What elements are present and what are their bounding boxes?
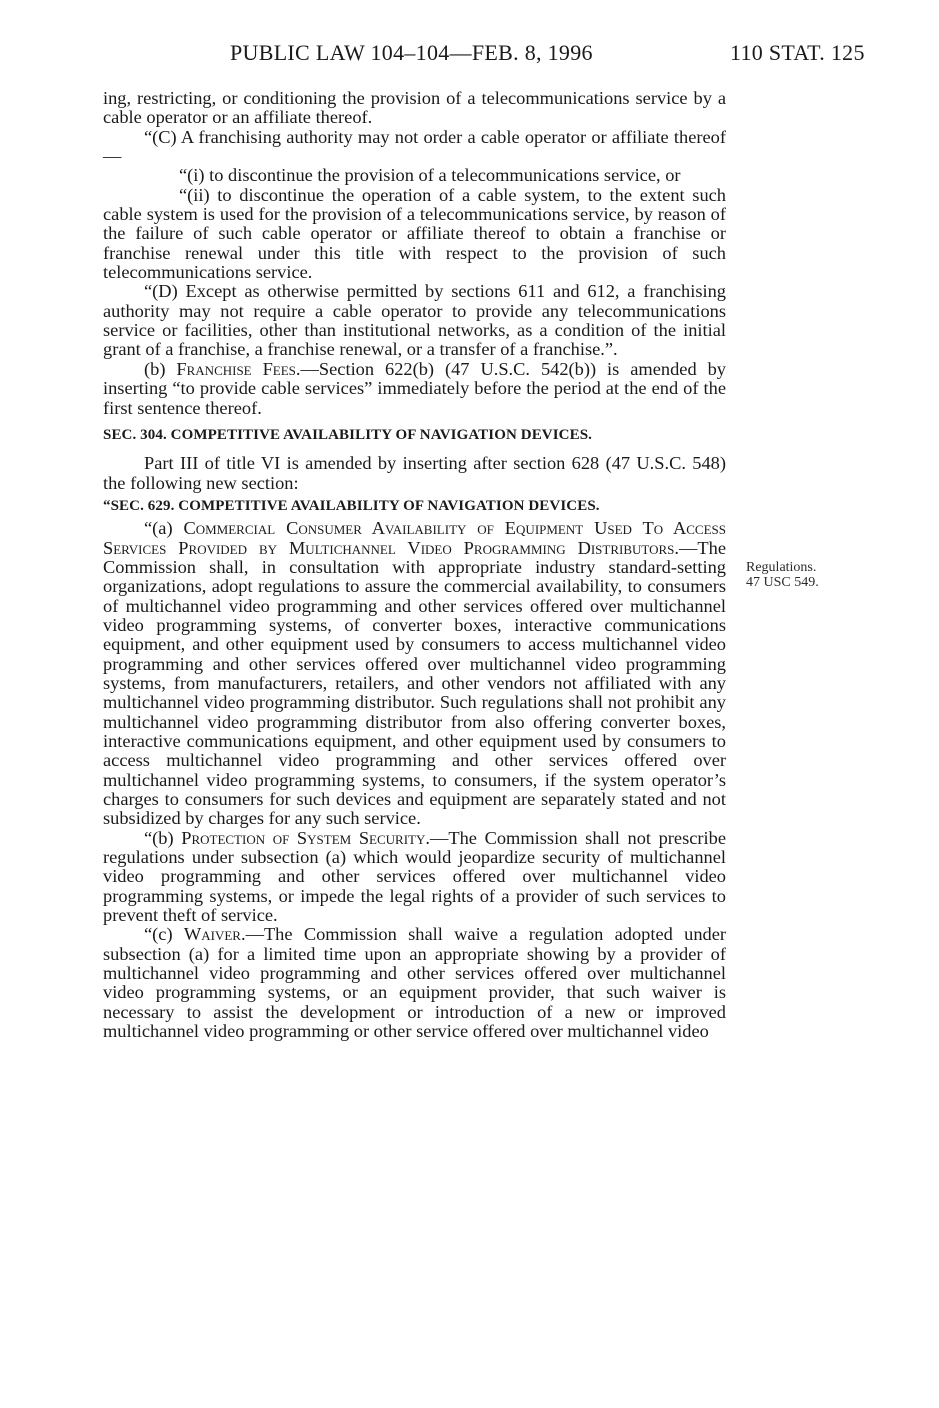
subsection-a-caption: Commercial Consumer Availability of Equipment Used To Access Services Provided by Multichannel Video Programming Distributors.: [103, 518, 726, 558]
subsection-a-text: —The Commission shall, in consultation with appropriate industry standard-setting organizations, adopt regulations to assure the commercial availability, to consumers of multichannel video programming and other services offered over multichannel video programming systems, of converter boxes, interactive communications equipment, and other equipment used by consumers to access multichannel video programming and other services offered over multichannel video programming systems, from manufacturers, retailers, and other vendors not affiliated with any multichannel video programming distributor. Such regulations shall not prohibit any multichannel video programming distributor from also offering converter boxes, interactive communications equipment, and other equipment used by consumers to access multichannel video programming and other services offered over multichannel video programming systems, to consumers, if the system operator’s charges to consumers for such devices and equipment are separately stated and not subsidized by charges for any such service.: [103, 537, 726, 829]
subsection-a-label: “(a): [144, 518, 184, 539]
paragraph-continuation: ing, restricting, or conditioning the provision of a telecommunications service by a cable operator or an affiliate thereof.: [103, 88, 726, 128]
subsection-b-system-security: [103, 829, 726, 926]
subsection-b-security-text: —The Commission shall not prescribe regulations under subsection (a) which would jeopardize security of multichannel video programming and other services offered over multichannel video programming systems, or impede the legal rights of a provider of such services to prevent theft of service.: [103, 827, 726, 926]
subsection-c-waiver: [103, 925, 726, 1041]
statute-page-number: 110 STAT. 125: [730, 40, 865, 65]
subsection-b-security-label: “(b): [144, 827, 182, 848]
clause-i: “(i) to discontinue the provision of a telecommunications service, or: [179, 165, 681, 186]
body-text: [103, 89, 726, 1042]
margin-note: [746, 560, 866, 590]
paragraph-c: “(C) A franchising authority may not order a cable operator or affiliate thereof—: [103, 126, 726, 167]
paragraph-d: “(D) Except as otherwise permitted by sections 611 and 612, a franchising authority may not require a cable operator to provide any telecommunications service or facilities, other than institutional networks, as a condition of the initial grant of a franchise, a franchise renewal, or a transfer of a franchise.”.: [103, 281, 726, 360]
section-629-heading: “SEC. 629. COMPETITIVE AVAILABILITY OF NAVIGATION DEVICES.: [103, 497, 600, 514]
subsection-b-franchise-fees: [103, 360, 726, 418]
subsection-c-caption: Waiver.: [183, 924, 246, 945]
section-304-heading: SEC. 304. COMPETITIVE AVAILABILITY OF NAVIGATION DEVICES.: [103, 426, 593, 443]
section-304-text: Part III of title VI is amended by inserting after section 628 (47 U.S.C. 548) the following new section:: [103, 453, 726, 493]
subsection-c-label: “(c): [144, 924, 184, 945]
margin-note-usc-citation: 47 USC 549.: [746, 575, 819, 590]
subsection-a: [103, 519, 726, 829]
clause-ii: “(ii) to discontinue the operation of a cable system, to the extent such cable system is used for the provision of a telecommunications service, by reason of the failure of such cable operator or affiliate thereof to obtain a franchise or franchise renewal under this title with respect to the provision of such telecommunications service.: [103, 184, 726, 283]
running-header-title: PUBLIC LAW 104–104—FEB. 8, 1996: [230, 40, 593, 65]
subsection-c-text: —The Commission shall waive a regulation adopted under subsection (a) for a limited time upon an appropriate showing by a provider of multichannel video programming and other services offered over multichannel video programming systems, or an equipment provider, that such waiver is necessary to assist the development or introduction of a new or improved multichannel video programming or other service offered over multichannel video: [103, 924, 727, 1042]
subsection-b-security-caption: Protection of System Security.: [181, 827, 430, 848]
subsection-b-caption: Franchise Fees.: [176, 358, 301, 379]
margin-note-regulations: Regulations.: [746, 560, 817, 575]
subsection-b-label: (b): [144, 358, 177, 379]
subsection-b-text: —Section 622(b) (47 U.S.C. 542(b)) is amended by inserting “to provide cable services” immediately before the period at the end of the first sentence thereof.: [103, 358, 726, 418]
